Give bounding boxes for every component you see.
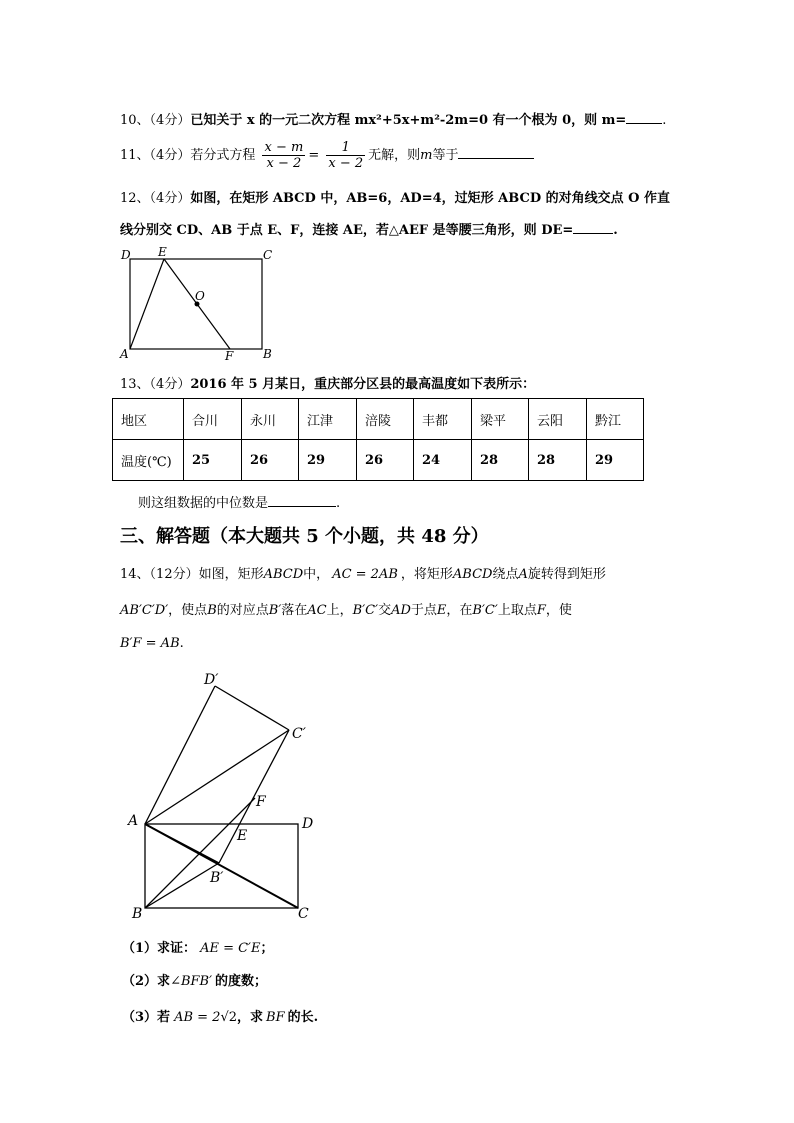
- q11-post: 无解，则: [368, 148, 421, 163]
- q14-text: .: [179, 636, 184, 651]
- sub-math-sqrt: √2: [220, 1010, 237, 1025]
- q10-answer-blank[interactable]: [626, 111, 662, 124]
- table-cell: 26: [357, 440, 414, 481]
- label-f: F: [256, 794, 266, 810]
- q10: [120, 109, 666, 128]
- q14-text: ，在: [446, 603, 473, 618]
- segment-bb-prime: [145, 863, 219, 908]
- q12-end: .: [613, 223, 618, 238]
- sub-question-1: [122, 937, 274, 956]
- table-cell: 地区: [113, 399, 184, 440]
- q14-text: 上取点: [497, 603, 537, 618]
- q11-equals: =: [308, 148, 320, 163]
- segment-c-prime-b-prime: [219, 730, 289, 863]
- q11-var: m: [420, 148, 433, 163]
- q10-end: .: [662, 113, 667, 128]
- sub-text: 的长.: [287, 1010, 319, 1025]
- q11-pre: 若分式方程: [190, 148, 256, 163]
- sub-text: 的度数；: [215, 974, 268, 989]
- q14-line1: [120, 563, 606, 582]
- q14-math: B′: [268, 603, 282, 618]
- segment-bf: [145, 798, 255, 908]
- table-cell: 26: [242, 440, 299, 481]
- table-cell: 涪陵: [357, 399, 414, 440]
- table-cell: 永川: [242, 399, 299, 440]
- q14-text: 于点: [410, 603, 437, 618]
- q12-number: 12、（4分）: [120, 191, 191, 206]
- table-cell: 29: [299, 440, 357, 481]
- q14-math: A: [518, 567, 528, 582]
- q14-text: 的对应点: [216, 603, 269, 618]
- q14-text: 绕点: [492, 567, 519, 582]
- q12-text-1: 如图，在矩形 ABCD 中，AB=6，AD=4，过矩形 ABCD 的对角线交点 O 作直: [190, 191, 670, 206]
- q11-post2: 等于: [432, 148, 459, 163]
- segment-ac-prime: [145, 730, 289, 824]
- sub-label: （3）: [122, 1010, 158, 1025]
- q13-after: [138, 492, 340, 511]
- q14-text: 落在: [281, 603, 308, 618]
- table-cell: 28: [472, 440, 529, 481]
- segment-ab-prime: [145, 824, 219, 863]
- q14-math: ABCD: [263, 567, 304, 582]
- sub-question-3: [122, 1006, 318, 1025]
- q14-text: 中，: [303, 567, 330, 582]
- q11-answer-blank[interactable]: [458, 146, 534, 159]
- segment-ad-prime: [145, 686, 215, 824]
- q14-text: ，使点: [168, 603, 208, 618]
- q12-line2: [120, 219, 618, 238]
- q12-answer-blank[interactable]: [573, 221, 613, 234]
- q12-text-2: 线分别交 CD、AB 于点 E、F，连接 AE，若△AEF 是等腰三角形，则 DE=: [120, 223, 574, 238]
- table-cell: 丰都: [414, 399, 472, 440]
- label-d: D: [302, 816, 314, 832]
- q14-text: 交: [378, 603, 392, 618]
- q14-text: 如图，矩形: [198, 567, 264, 582]
- q14-math: F: [536, 603, 546, 618]
- q11-fraction-2: $\frac{1}{x - 2}$: [328, 140, 364, 171]
- q14-math: B′C′: [352, 603, 379, 618]
- q14-figure: [122, 668, 322, 924]
- sub-label: （2）: [122, 974, 158, 989]
- label-e: E: [158, 245, 167, 259]
- sub-math: AE = C′E: [200, 941, 261, 956]
- q14-math: B: [207, 603, 217, 618]
- q14-text: ，将矩形: [400, 567, 453, 582]
- sub-label: （1）: [122, 941, 158, 956]
- temperature-table: [112, 398, 644, 481]
- label-d-prime: D′: [204, 672, 219, 688]
- sub-text: ，求: [237, 1010, 264, 1025]
- q14-math: B′F = AB: [120, 636, 180, 651]
- q10-number: 10、（4分）: [120, 113, 191, 128]
- label-f: F: [225, 349, 234, 363]
- q14-text: 上，: [326, 603, 353, 618]
- q11-fraction-1: $\frac{x - m}{x - 2}$: [264, 140, 304, 171]
- q14-math: AC: [307, 603, 327, 618]
- label-c: C: [298, 906, 309, 922]
- q13-text: 2016 年 5 月某日，重庆部分区县的最高温度如下表所示：: [190, 377, 536, 392]
- q11: [120, 140, 534, 171]
- label-a: A: [120, 347, 129, 361]
- sub-text: ；: [260, 941, 274, 956]
- q14-math: AB′C′D′: [120, 603, 169, 618]
- sub-math: ∠BFB′: [170, 974, 213, 989]
- table-cell: 云阳: [529, 399, 587, 440]
- q10-text: 已知关于 x 的一元二次方程 mx²+5x+m²-2m=0 有一个根为 0，则 m=: [190, 113, 627, 128]
- table-cell: 合川: [184, 399, 242, 440]
- table-cell: 25: [184, 440, 242, 481]
- table-cell: 黔江: [587, 399, 644, 440]
- sub-text: 求证：: [157, 941, 197, 956]
- table-cell: 29: [587, 440, 644, 481]
- q13-after-text: 则这组数据的中位数是: [138, 496, 269, 511]
- q12-figure: [112, 244, 282, 366]
- q14-math: AD: [391, 603, 411, 618]
- q13-answer-blank[interactable]: [268, 494, 336, 507]
- q14-text: ，使: [545, 603, 572, 618]
- label-b-prime: B′: [210, 870, 224, 886]
- label-c: C: [263, 248, 273, 262]
- label-o: O: [195, 289, 205, 303]
- table-cell: 温度(℃): [113, 440, 184, 481]
- q14-math: B′C′: [472, 603, 498, 618]
- table-cell: 24: [414, 440, 472, 481]
- q14-line3: [120, 636, 184, 651]
- q14-text: 旋转得到矩形: [527, 567, 606, 582]
- label-b: B: [263, 347, 272, 361]
- label-c-prime: C′: [292, 726, 306, 742]
- q14-math: ABCD: [452, 567, 493, 582]
- table-cell: 28: [529, 440, 587, 481]
- table-row: [113, 440, 644, 481]
- sub-text: 若: [157, 1010, 171, 1025]
- segment-ae: [130, 259, 164, 349]
- segment-d-prime-c-prime: [215, 686, 289, 730]
- label-e: E: [237, 828, 248, 844]
- table-cell: 梁平: [472, 399, 529, 440]
- q14-math: E: [436, 603, 447, 618]
- label-d: D: [121, 248, 131, 262]
- label-b: B: [132, 906, 143, 922]
- table-cell: 江津: [299, 399, 357, 440]
- q13: [120, 373, 535, 392]
- q13-number: 13、（4分）: [120, 377, 191, 392]
- q11-number: 11、（4分）: [120, 148, 191, 163]
- sub-text: 求: [157, 974, 171, 989]
- table-row: [113, 399, 644, 440]
- q14-math: AC = 2AB: [332, 567, 398, 582]
- q14-number: 14、（12分）: [120, 567, 199, 582]
- section-title: 三、解答题（本大题共 5 个小题，共 48 分）: [120, 526, 489, 547]
- q12-line1: [120, 187, 670, 206]
- label-a: A: [128, 813, 139, 829]
- sub-math: AB = 2: [174, 1010, 221, 1025]
- sub-question-2: [122, 970, 267, 989]
- q14-line2: [120, 599, 572, 618]
- sub-math: BF: [266, 1010, 285, 1025]
- q13-end: .: [336, 496, 341, 511]
